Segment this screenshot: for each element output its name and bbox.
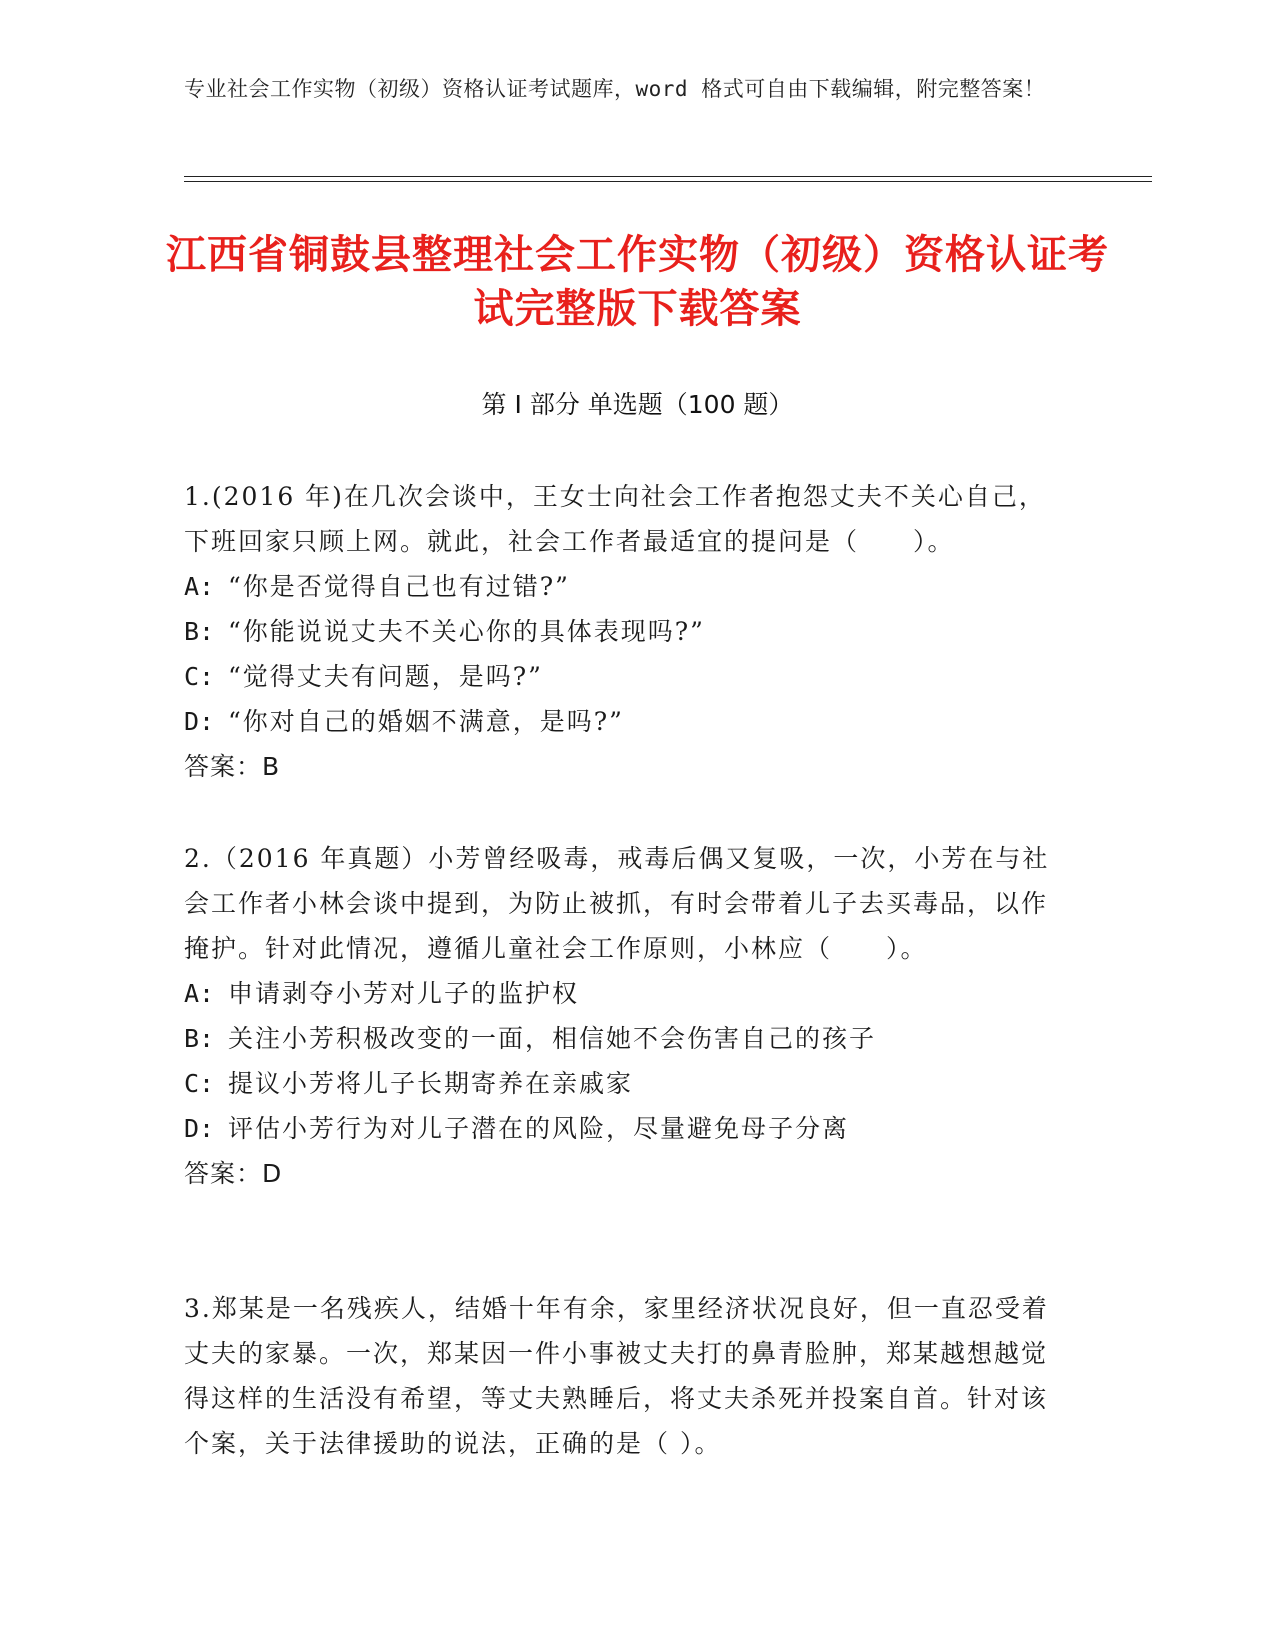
answer-line: 答案：B bbox=[184, 752, 281, 781]
option-letter: A: bbox=[184, 572, 215, 601]
option-text: “觉得丈夫有问题，是吗?” bbox=[228, 662, 543, 691]
answer-line: 答案：D bbox=[184, 1159, 283, 1188]
option-letter: B: bbox=[184, 617, 215, 646]
option-letter: A: bbox=[184, 979, 215, 1008]
option-b bbox=[184, 1016, 1064, 1061]
option-letter: B: bbox=[184, 1024, 215, 1053]
option-text: “你是否觉得自己也有过错?” bbox=[228, 572, 570, 601]
option-d bbox=[184, 1106, 1064, 1151]
option-text: 评估小芳行为对儿子潜在的风险，尽量避免母子分离 bbox=[228, 1114, 850, 1143]
question-stem: 3.郑某是一名残疾人，结婚十年有余，家里经济状况良好，但一直忍受着丈夫的家暴。一次，郑某因一件小事被丈夫打的鼻青脸肿，郑某越想越觉得这样的生活没有希望，等丈夫熟睡后，将丈夫杀死并投案自首。针对该个案，关于法律援助的说法，正确的是（ ）。 bbox=[184, 1294, 1049, 1458]
question-stem: 1.(2016 年)在几次会谈中，王女士向社会工作者抱怨丈夫不关心自己，下班回家只顾上网。就此，社会工作者最适宜的提问是（ ）。 bbox=[184, 482, 1046, 556]
option-c bbox=[184, 1061, 1064, 1106]
option-text: “你对自己的婚姻不满意，是吗?” bbox=[228, 707, 624, 736]
option-letter: C: bbox=[184, 1069, 215, 1098]
question-1 bbox=[184, 474, 1064, 789]
option-a bbox=[184, 564, 1064, 609]
option-text: 关注小芳积极改变的一面，相信她不会伤害自己的孩子 bbox=[228, 1024, 877, 1053]
option-letter: D: bbox=[184, 707, 215, 736]
option-text: 申请剥夺小芳对儿子的监护权 bbox=[228, 979, 580, 1008]
option-letter: D: bbox=[184, 1114, 215, 1143]
question-2 bbox=[184, 836, 1064, 1196]
option-a bbox=[184, 971, 1064, 1016]
document-title: 江西省铜鼓县整理社会工作实物（初级）资格认证考试完整版下载答案 bbox=[166, 232, 1109, 332]
question-stem: 2.（2016 年真题）小芳曾经吸毒，戒毒后偶又复吸，一次，小芳在与社会工作者小林会谈中提到，为防止被抓，有时会带着儿子去买毒品，以作掩护。针对此情况，遵循儿童社会工作原则，小林应（ ）。 bbox=[184, 844, 1050, 963]
option-b bbox=[184, 609, 1064, 654]
header-divider-thin bbox=[184, 181, 1152, 182]
section-heading: 第 I 部分 单选题（100 题） bbox=[481, 390, 794, 419]
option-text: 提议小芳将儿子长期寄养在亲戚家 bbox=[228, 1069, 634, 1098]
header-divider bbox=[184, 176, 1152, 177]
question-3 bbox=[184, 1286, 1064, 1466]
option-d bbox=[184, 699, 1064, 744]
option-letter: C: bbox=[184, 662, 215, 691]
option-c bbox=[184, 654, 1064, 699]
header-note: 专业社会工作实物（初级）资格认证考试题库，word 格式可自由下载编辑，附完整答案！ bbox=[184, 77, 1046, 101]
option-text: “你能说说丈夫不关心你的具体表现吗?” bbox=[228, 617, 705, 646]
